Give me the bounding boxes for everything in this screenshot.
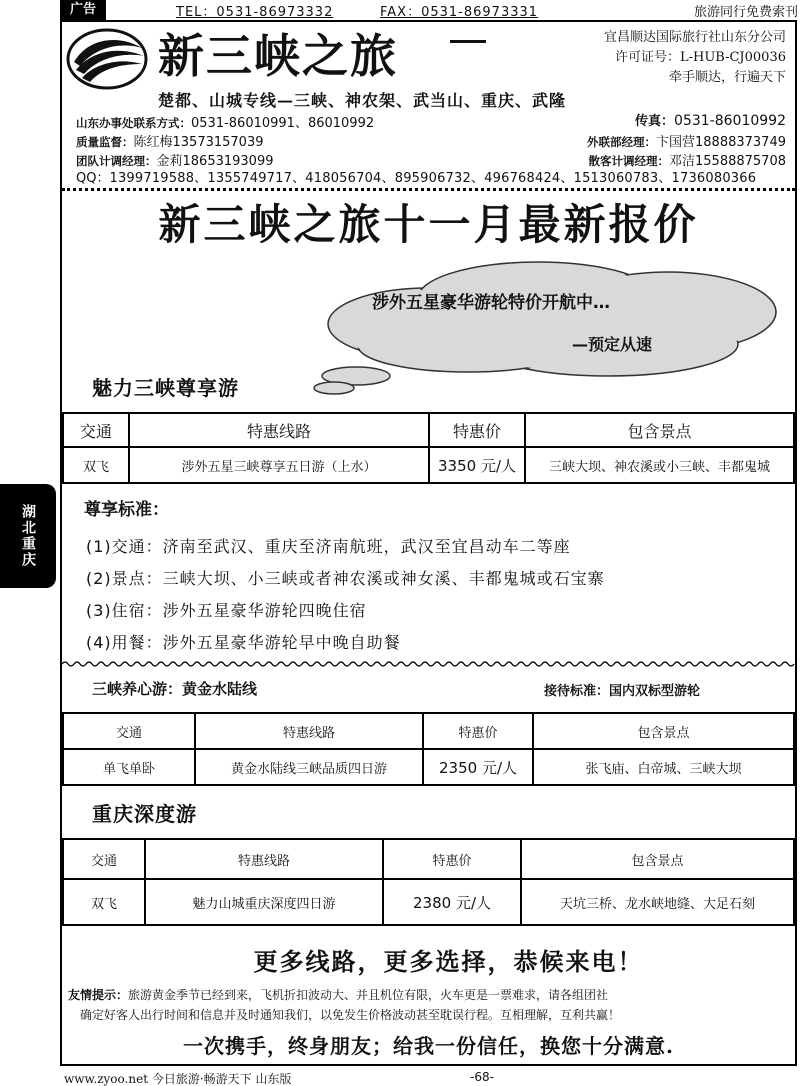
col-spots: 包含景点 <box>521 839 794 879</box>
company-logo-icon <box>66 28 148 90</box>
cloud-bubble <box>308 254 782 402</box>
cell-transport: 单飞单卧 <box>63 749 195 785</box>
org-block <box>604 28 786 88</box>
table-header-row <box>63 713 794 749</box>
office-label: 山东办事处联系方式： <box>76 116 191 130</box>
col-price: 特惠价 <box>423 713 533 749</box>
fax-value: 0531-86010992 <box>674 113 786 129</box>
cell-route: 黄金水陆线三峡品质四日游 <box>195 749 423 785</box>
cell-transport: 双飞 <box>63 447 129 483</box>
wavy-divider <box>62 660 795 668</box>
col-price: 特惠价 <box>429 413 525 447</box>
office-value: 0531-86010991、86010992 <box>191 116 375 131</box>
top-fax: FAX：0531-86973331 <box>380 5 539 20</box>
qq-contact <box>76 167 756 186</box>
ext-contact <box>587 131 786 150</box>
col-transport: 交通 <box>63 713 195 749</box>
cell-price: 2350 元/人 <box>423 749 533 785</box>
section1-table <box>62 412 795 484</box>
motto: 牵手顺达，行遍天下 <box>668 70 786 85</box>
cloud-line-1: 涉外五星豪华游轮特价开航中… <box>372 293 610 313</box>
table-row <box>63 749 794 785</box>
brand-title: 新三峡之旅 <box>158 29 398 83</box>
standard-item: (2)景点：三峡大坝、小三峡或者神农溪或神女溪、丰都鬼城或石宝寨 <box>86 569 605 588</box>
qq-label: QQ： <box>76 171 110 186</box>
cloud-line-2: —预定从速 <box>572 335 653 354</box>
brand-dash <box>450 40 486 43</box>
cell-route: 魅力山城重庆深度四日游 <box>145 879 383 925</box>
top-strip <box>0 0 800 20</box>
ad-tag: 广告 <box>60 0 106 20</box>
qc-contact <box>76 131 263 150</box>
qq-value: 1399719588、1355749717、418056704、895906732、496768424、1513060783、1736080366 <box>109 171 757 186</box>
license-number: 许可证号：L-HUB-CJ00036 <box>614 50 786 65</box>
fit-value: 邓洁15588875708 <box>669 154 786 169</box>
cell-price: 2380 元/人 <box>383 879 521 925</box>
headline: 新三峡之旅十一月最新报价 <box>158 200 699 249</box>
table-header-row <box>63 839 794 879</box>
cell-transport: 双飞 <box>63 879 145 925</box>
col-route: 特惠线路 <box>195 713 423 749</box>
side-tab: 湖北重庆 <box>0 484 56 588</box>
footer-site: www.zyoo.net 今日旅游·畅游天下 山东版 <box>64 1072 292 1086</box>
cell-price: 3350 元/人 <box>429 447 525 483</box>
fax-label: 传真： <box>635 114 675 129</box>
col-route: 特惠线路 <box>145 839 383 879</box>
team-value: 金莉18653193099 <box>156 154 274 169</box>
dotted-divider <box>62 188 795 191</box>
table-row <box>63 879 794 925</box>
cell-spots: 三峡大坝、神农溪或小三峡、丰都鬼城 <box>525 447 794 483</box>
ext-value: 卞国营18888373749 <box>656 135 786 150</box>
col-price: 特惠价 <box>383 839 521 879</box>
org-name: 宜昌顺达国际旅行社山东分公司 <box>603 30 786 45</box>
cell-spots: 天坑三桥、龙水峡地缝、大足石刻 <box>521 879 794 925</box>
tip-text-1: 旅游黄金季节已经到来，飞机折扣波动大、并且机位有限，火车更是一票难求，请各组团社 <box>128 988 609 1002</box>
office-contact <box>76 112 374 131</box>
team-label: 团队计调经理： <box>76 154 157 168</box>
col-transport: 交通 <box>63 839 145 879</box>
col-transport: 交通 <box>63 413 129 447</box>
fax-contact <box>635 110 786 129</box>
top-tel: TEL：0531-86973332 <box>176 5 334 20</box>
tip-line-1 <box>68 986 608 1003</box>
page-number: -68- <box>470 1070 494 1084</box>
tip-label: 友情提示： <box>68 988 129 1002</box>
top-index: 旅游同行免费索刊 <box>693 5 798 20</box>
fit-label: 散客计调经理： <box>588 154 670 168</box>
page-footer <box>60 1068 800 1086</box>
more-routes: 更多线路，更多选择，恭候来电！ <box>253 948 644 976</box>
slogan: 一次携手，终身朋友；给我一份信任，换您十分满意. <box>183 1034 674 1058</box>
standard-item: (3)住宿：涉外五星豪华游轮四晚住宿 <box>86 601 367 620</box>
cell-spots: 张飞庙、白帝城、三峡大坝 <box>533 749 794 785</box>
section2-table <box>62 712 795 786</box>
section2-reception: 接待标准：国内双标型游轮 <box>544 684 701 699</box>
section3-title: 重庆深度游 <box>92 802 197 826</box>
qc-value: 陈红梅13573157039 <box>133 135 264 150</box>
section3-table <box>62 838 795 926</box>
table-row <box>63 447 794 483</box>
table-header-row <box>63 413 794 447</box>
col-route: 特惠线路 <box>129 413 429 447</box>
section1-title: 魅力三峡尊享游 <box>92 376 239 400</box>
ext-label: 外联部经理： <box>587 135 657 149</box>
tip-text-2: 确定好客人出行时间和信息并及时通知我们，以免发生价格波动甚至耽误行程。互相理解，互利共赢！ <box>80 1008 621 1022</box>
standard-item: (4)用餐：涉外五星豪华游轮早中晚自助餐 <box>86 633 401 652</box>
standards-title: 尊享标准： <box>84 500 169 520</box>
standard-item: (1)交通：济南至武汉、重庆至济南航班，武汉至宜昌动车二等座 <box>86 537 571 556</box>
col-spots: 包含景点 <box>525 413 794 447</box>
section2-title: 三峡养心游：黄金水陆线 <box>92 680 258 698</box>
routes-line: 楚都、山城专线—三峡、神农架、武当山、重庆、武隆 <box>158 91 567 110</box>
qc-label: 质量监督： <box>76 135 134 149</box>
col-spots: 包含景点 <box>533 713 794 749</box>
cell-route: 涉外五星三峡尊享五日游（上水） <box>129 447 429 483</box>
